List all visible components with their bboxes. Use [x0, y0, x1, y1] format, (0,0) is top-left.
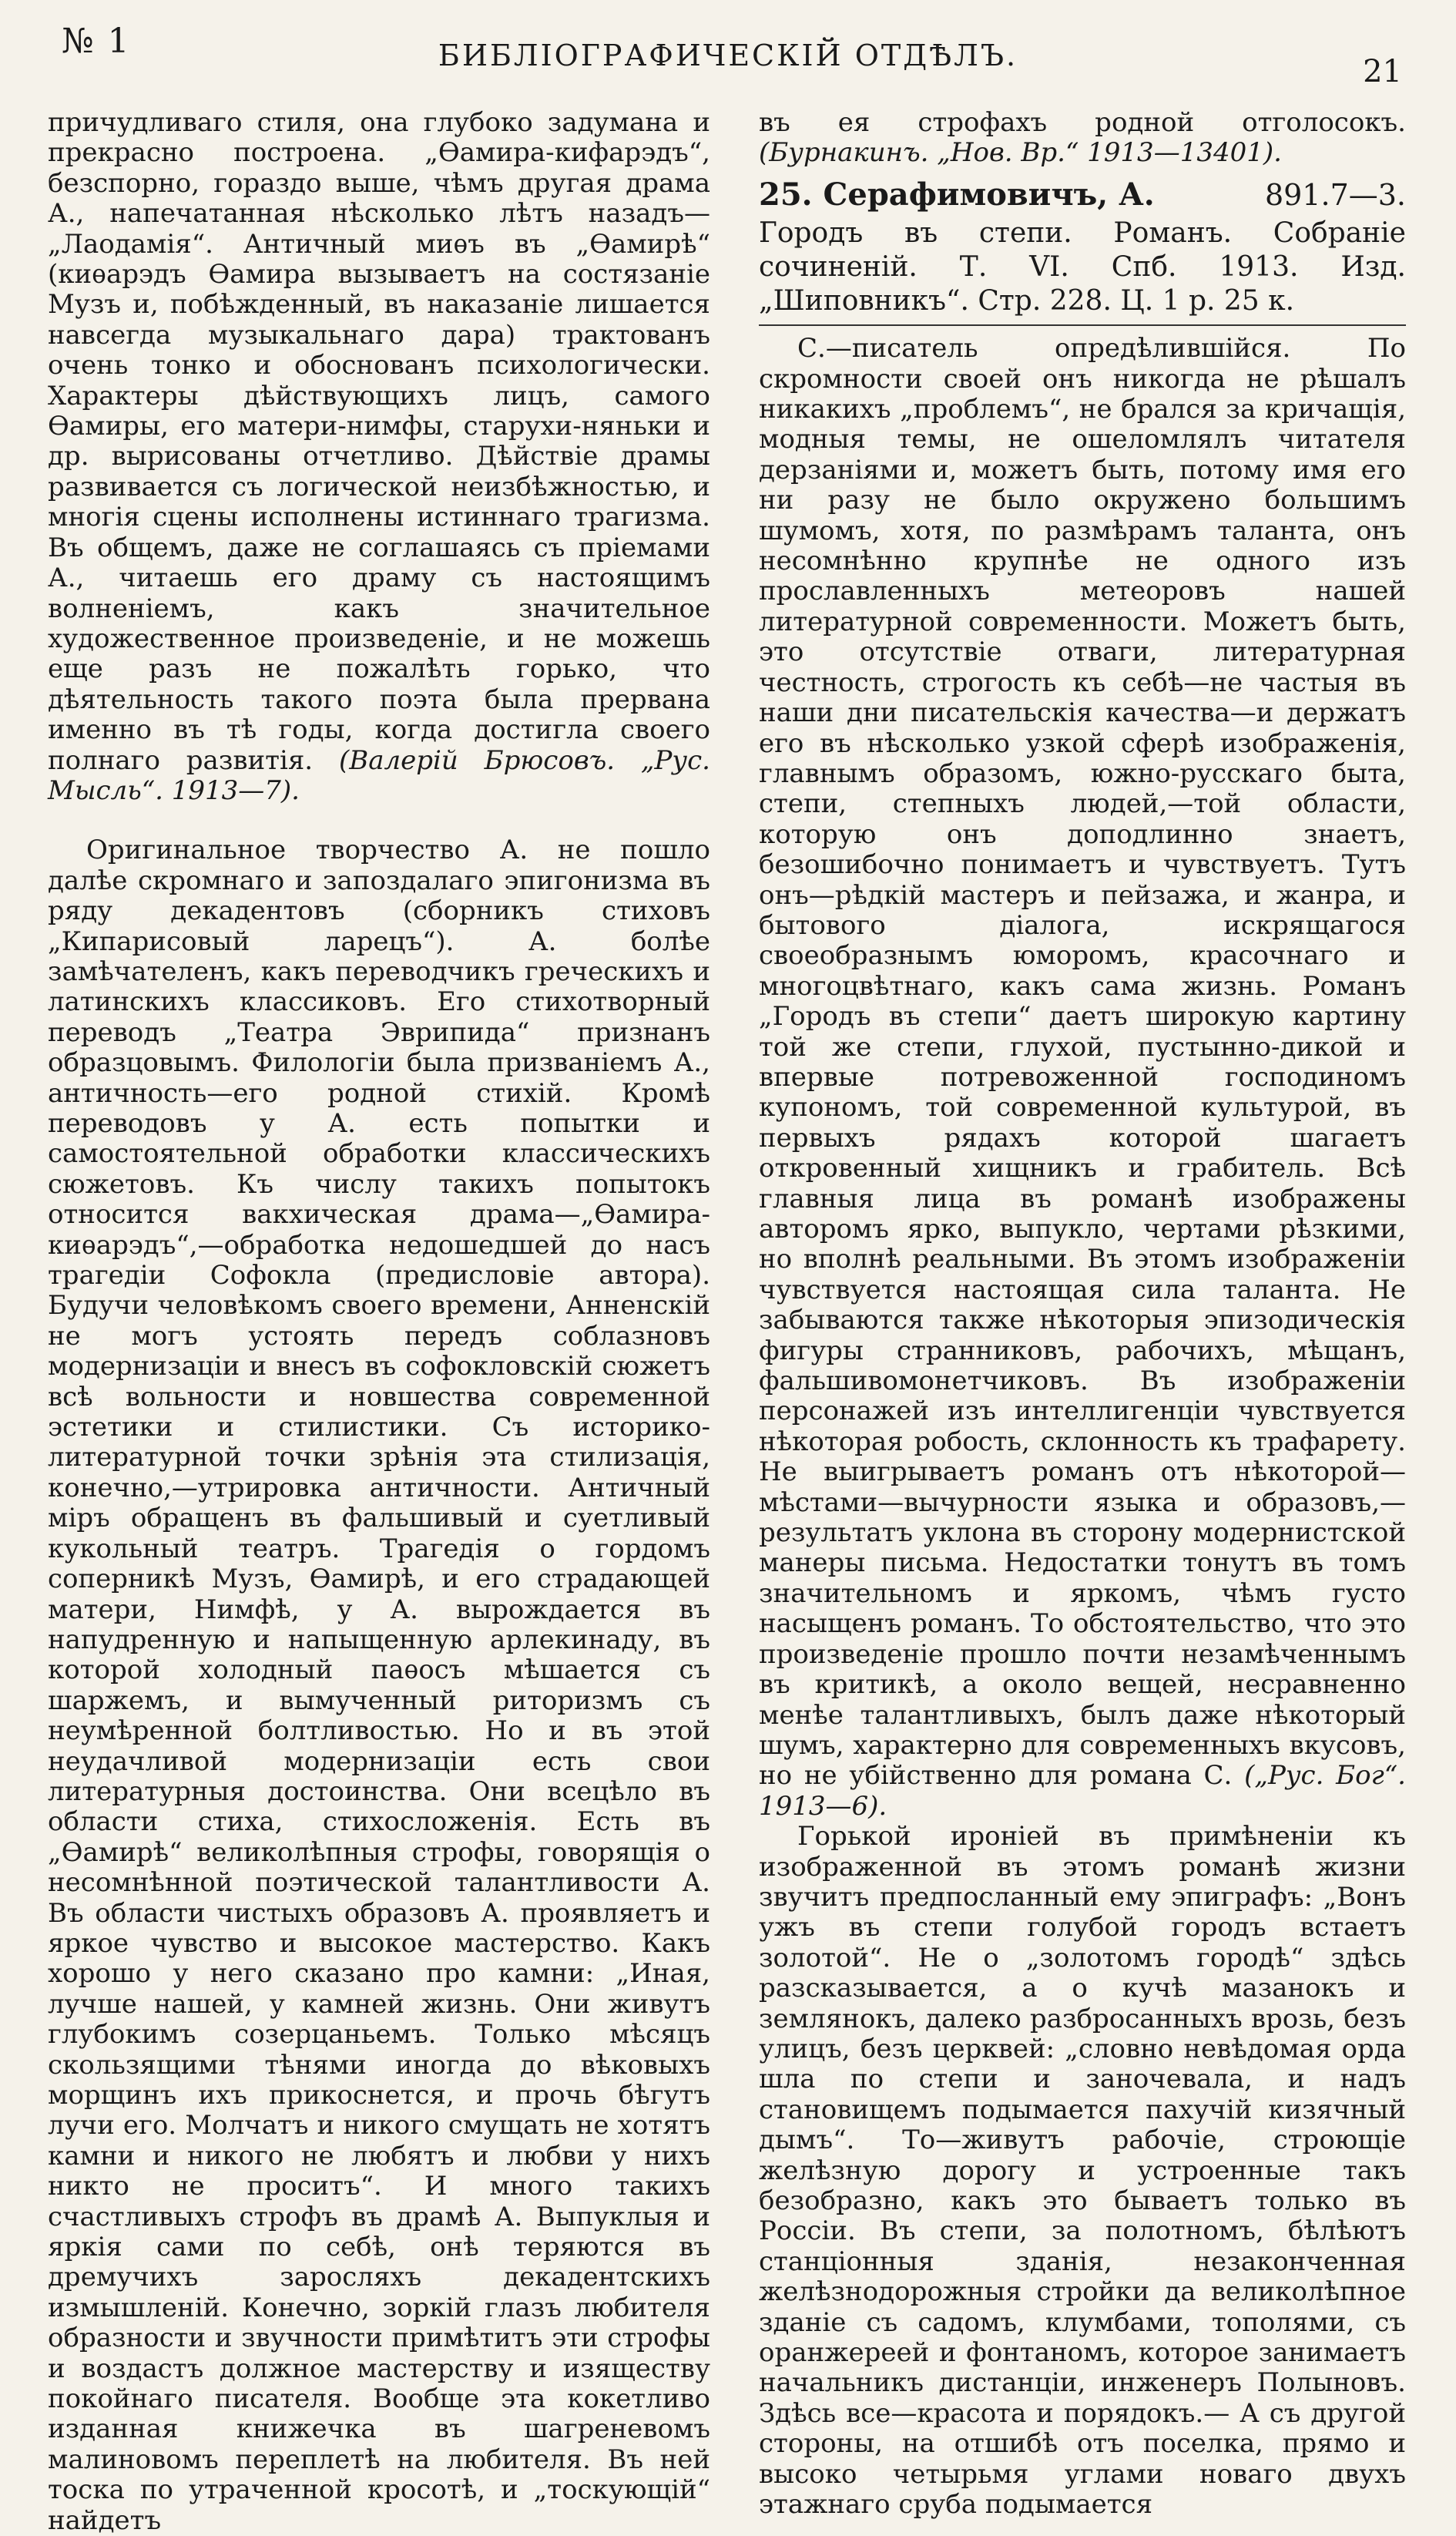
- entry-divider: [759, 324, 1406, 326]
- entry-title: [759, 176, 1155, 213]
- left-paragraph-1-text: причудливаго стиля, она глубоко задумана и прекрасно построена. „Ѳамира-кифарэдъ“, безспорно, гораздо выше, чѣмъ другая драма А., напечатанная нѣсколько лѣтъ назадъ—„Лаодамія“. Античный миѳъ въ „Ѳамирѣ“ (киѳарэдъ Ѳамира вызываетъ на состязаніе Музъ и, побѣжденный, въ наказаніе лишается навсегда музыкальнаго дара) трактованъ очень тонко и обоснованъ психологически. Характеры дѣйствующихъ лицъ, самого Ѳамиры, его матери-нимфы, старухи-няньки и др. вырисованы отчетливо. Дѣйствіе драмы развивается съ логической неизбѣжностью, и многія сцены исполнены истиннаго трагизма. Въ общемъ, даже не соглашаясь съ пріемами А., читаешь его драму съ настоящимъ волненіемъ, какъ значительное художественное произведеніе, и не можешь еще разъ не пожалѣть горько, что дѣятельность такого поэта была прервана именно въ тѣ годы, когда достигла своего полнаго развитія.: [48, 107, 710, 776]
- entry-classification-code: 891.7—3.: [1264, 177, 1406, 212]
- right-intro-text: въ ея строфахъ родной отголосокъ.: [759, 107, 1406, 138]
- right-intro: [759, 108, 1406, 169]
- entry-book-description: Городъ въ степи. Романъ. Собраніе сочиненій. Т. VI. Спб. 1913. Изд. „Шиповникъ“. Стр. 228. Ц. 1 р. 25 к.: [759, 217, 1406, 317]
- issue-number: № 1: [62, 22, 131, 61]
- page-number: 21: [1363, 54, 1402, 89]
- left-column: [48, 108, 710, 2536]
- right-column: [759, 108, 1406, 2520]
- left-paragraph-2: Оригинальное творчество А. не пошло далѣе скромнаго и запоздалаго эпигонизма въ ряду декадентовъ (сборникъ стиховъ „Кипарисовый ларецъ“). А. болѣе замѣчателенъ, какъ переводчикъ греческихъ и латинскихъ классиковъ. Его стихотворный переводъ „Театра Эврипида“ признанъ образцовымъ. Филологіи была призваніемъ А., античность—его родной стихій. Кромѣ переводовъ у А. есть попытки и самостоятельной обработки классическихъ сюжетовъ. Къ числу такихъ попытокъ относится вакхическая драма—„Ѳамира-киѳарэдъ“,—обработка недошедшей до насъ трагедіи Софокла (предисловіе автора). Будучи человѣкомъ своего времени, Анненскій не могъ устоять передъ соблазновъ модернизаціи и внесъ въ софокловскій сюжетъ всѣ вольности и новшества современной эстетики и стилистики. Съ историко-литературной точки зрѣнія эта стилизація, конечно,—утрировка античности. Античный міръ обращенъ въ фальшивый и суетливый кукольный театръ. Трагедія о гордомъ соперникѣ Музъ, Ѳамирѣ, и его страдающей матери, Нимфѣ, у А. вырождается въ напудренную и напыщенную арлекинаду, въ которой холодный паѳосъ мѣшается съ шаржемъ, и вымученный риторизмъ съ неумѣренной болтливостью. Но и въ этой неудачливой модернизаціи есть свои литературныя достоинства. Они всецѣло въ области стиха, стихосложенія. Есть въ „Ѳамирѣ“ великолѣпныя строфы, говорящія о несомнѣнной поэтической талантливости А. Въ области чистыхъ образовъ А. проявляетъ и яркое чувство и высокое мастерство. Какъ хорошо у него сказано про камни: „Иная, лучше нашей, у камней жизнь. Они живутъ глубокимъ созерцаньемъ. Только мѣсяцъ скользящими тѣнями иногда до вѣковыхъ морщинъ ихъ прикоснется, и прочь бѣгутъ лучи его. Молчатъ и никого смущать не хотятъ камни и никого не любятъ и любви у нихъ никто не проситъ“. И много такихъ счастливыхъ строфъ въ драмѣ А. Выпуклыя и яркія сами по себѣ, онѣ теряются въ дремучихъ заросляхъ декадентскихъ измышленій. Конечно, зоркій глазъ любителя образности и звучности примѣтитъ эти строфы и воздастъ должное мастерству и изяществу покойнаго писателя. Вообще эта кокетливо изданная книжечка въ шагреневомъ малиновомъ переплетѣ на любителя. Въ ней тоска по утраченной кросотѣ, и „тоскующій“ найдетъ: [48, 835, 710, 2536]
- section-title: БИБЛІОГРАФИЧЕСКІЙ ОТДѢЛЪ.: [438, 39, 1018, 72]
- right-paragraph-2: Горькой ироніей въ примѣненіи къ изображенной въ этомъ романѣ жизни звучитъ предпосланный ему эпиграфъ: „Вонъ ужъ въ степи голубой городъ встаетъ золотой“. Не о „золотомъ городѣ“ здѣсь разсказывается, а о кучѣ мазанокъ и землянокъ, далеко разбросанныхъ врозь, безъ улицъ, безъ церквей: „словно невѣдомая орда шла по степи и заночевала, и надъ становищемъ подымается пахучій кизячный дымъ“. То—живутъ рабочіе, строющіе желѣзную дорогу и устроенные такъ безобразно, какъ это бываетъ только въ Россіи. Въ степи, за полотномъ, бѣлѣютъ станціонныя зданія, незаконченная желѣзнодорожныя стройки да великолѣпное зданіе съ садомъ, клумбами, тополями, съ оранжереей и фонтаномъ, которое занимаетъ начальникъ дистанціи, инженеръ Полыновъ. Здѣсь все—красота и порядокъ.— А съ другой стороны, на отшибѣ отъ поселка, прямо и высоко четырьмя углами новаго двухъ этажнаго сруба подымается: [759, 1821, 1406, 2521]
- right-paragraph-1-citation: („Рус. Бог“. 1913—6).: [759, 1760, 1406, 1822]
- page-header: [0, 0, 1456, 92]
- right-intro-citation: (Бурнакинъ. „Нов. Вр.“ 1913—13401).: [759, 137, 1282, 169]
- left-paragraph-1: [48, 108, 710, 806]
- entry-number: 25.: [759, 176, 813, 213]
- right-paragraph-1-text: С.—писатель опредѣлившійся. По скромности своей онъ никогда не рѣшалъ никакихъ „проблемъ“, не брался за кричащія, модныя темы, не ошеломлялъ читателя дерзаніями и, можетъ быть, потому имя его ни разу не было окружено большимъ шумомъ, хотя, по размѣрамъ таланта, онъ несомнѣнно крупнѣе не одного изъ прославленныхъ метеоровъ нашей литературной современности. Можетъ быть, это отсутствіе отваги, литературная честность, строгость къ себѣ—не частыя въ наши дни писательскія качества—и держатъ его въ нѣсколько узкой сферѣ изображенія, главнымъ образомъ, южно-русскаго быта, степи, степныхъ людей,—той области, которую онъ доподлинно знаетъ, безошибочно понимаетъ и чувствуетъ. Тутъ онъ—рѣдкій мастеръ и пейзажа, и жанра, и бытового діалога, искрящагося своеобразнымъ юморомъ, красочнаго и многоцвѣтнаго, какъ сама жизнь. Романъ „Городъ въ степи“ даетъ широкую картину той же степи, глухой, пустынно-дикой и впервые потревоженной господиномъ купономъ, той современной культурой, въ первыхъ рядахъ которой шагаетъ откровенный хищникъ и грабитель. Всѣ главныя лица въ романѣ изображены авторомъ ярко, выпукло, чертами рѣзкими, но вполнѣ реальными. Въ этомъ изображеніи чувствуется настоящая сила таланта. Не забываются также нѣкоторыя эпизодическія фигуры странниковъ, рабочихъ, мѣщанъ, фальшивомонетчиковъ. Въ изображеніи персонажей изъ интеллигенціи чувствуется нѣкоторая робость, склонность къ трафарету. Не выигрываетъ романъ отъ нѣкоторой—мѣстами—вычурности языка и образовъ,—результатъ уклона въ сторону модернистской манеры письма. Недостатки тонутъ въ томъ значительномъ и яркомъ, чѣмъ густо насыщенъ романъ. То обстоятельство, что это произведеніе прошло почти незамѣченнымъ въ критикѣ, а около вещей, несравненно менѣе талантливыхъ, былъ даже нѣкоторый шумъ, характерно для современныхъ вкусовъ, но не убійственно для романа С.: [759, 333, 1406, 1792]
- left-paragraph-1-citation: (Валерій Брюсовъ. „Рус. Мысль“. 1913—7).: [48, 744, 710, 806]
- entry-heading: [759, 176, 1406, 213]
- entry-author: Серафимовичъ, А.: [823, 176, 1155, 213]
- right-paragraph-1: [759, 334, 1406, 1822]
